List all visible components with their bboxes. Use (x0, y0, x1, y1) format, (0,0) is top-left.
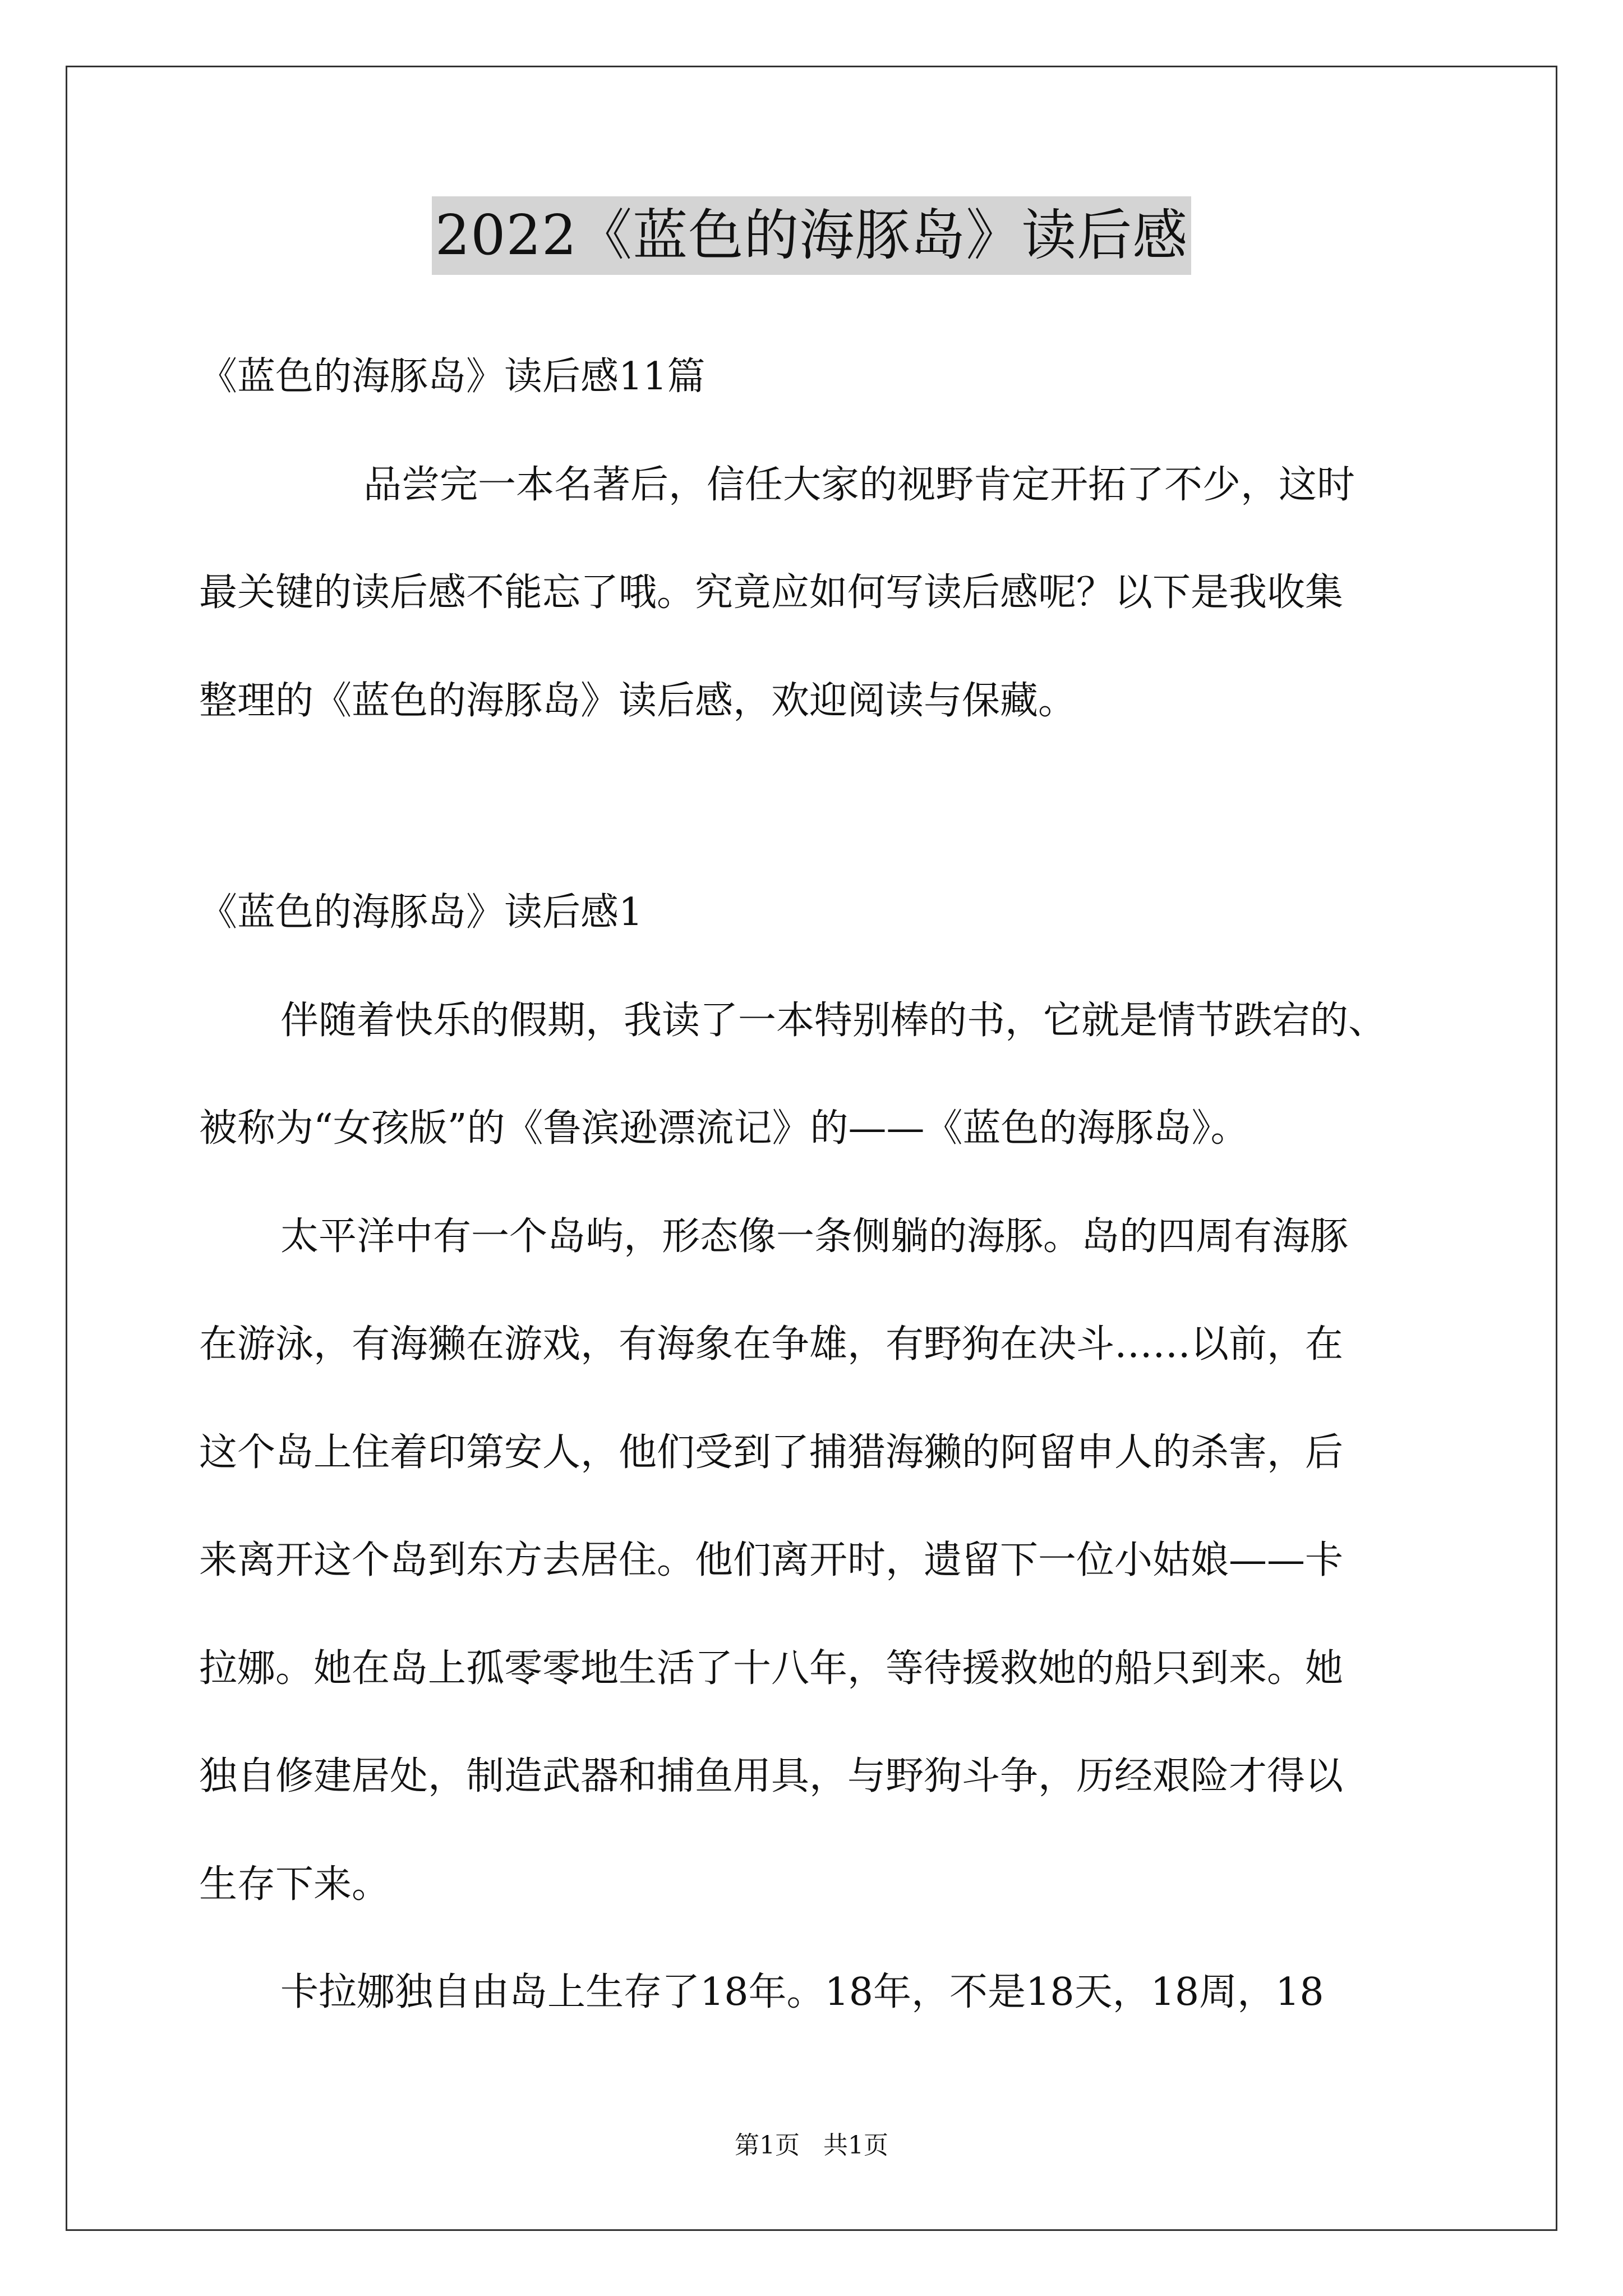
para1-line-1: 伴随着快乐的假期，我读了一本特别棒的书，它就是情节跌宕的、 (280, 999, 1387, 1043)
para2-line-1: 太平洋中有一个岛屿，形态像一条侧躺的海豚。岛的四周有海豚 (280, 1214, 1349, 1259)
title-container (0, 196, 1623, 275)
para2-line-7: 生存下来。 (199, 1862, 390, 1907)
para1-line-2: 被称为“女孩版”的《鲁滨逊漂流记》的——《蓝色的海豚岛》。 (199, 1106, 1249, 1151)
document-title: 2022《蓝色的海豚岛》读后感 (432, 196, 1191, 275)
intro-line-2: 最关键的读后感不能忘了哦。究竟应如何写读后感呢？以下是我收集 (199, 570, 1344, 615)
para2-line-3: 这个岛上住着印第安人，他们受到了捕猎海獭的阿留申人的杀害，后 (199, 1430, 1344, 1475)
section-heading: 《蓝色的海豚岛》读后感1 (199, 890, 643, 935)
para2-line-4: 来离开这个岛到东方去居住。他们离开时，遗留下一位小姑娘——卡 (199, 1538, 1344, 1582)
document-subtitle: 《蓝色的海豚岛》读后感11篇 (199, 355, 706, 399)
intro-line-1: 品尝完一本名著后，信任大家的视野肯定开拓了不少，这时 (363, 463, 1355, 507)
page-number: 第1页 (735, 2131, 800, 2160)
page-footer (0, 2129, 1623, 2162)
para2-line-5: 拉娜。她在岛上孤零零地生活了十八年，等待援救她的船只到来。她 (199, 1646, 1344, 1691)
intro-line-3: 整理的《蓝色的海豚岛》读后感，欢迎阅读与保藏。 (199, 679, 1077, 723)
para3-line-1: 卡拉娜独自由岛上生存了18年。18年，不是18天，18周，18 (280, 1970, 1324, 2014)
para2-line-2: 在游泳，有海獭在游戏，有海象在争雄，有野狗在决斗……以前，在 (199, 1322, 1344, 1366)
para2-line-6: 独自修建居处，制造武器和捕鱼用具，与野狗斗争，历经艰险才得以 (199, 1754, 1344, 1798)
page-total: 共1页 (823, 2131, 888, 2160)
